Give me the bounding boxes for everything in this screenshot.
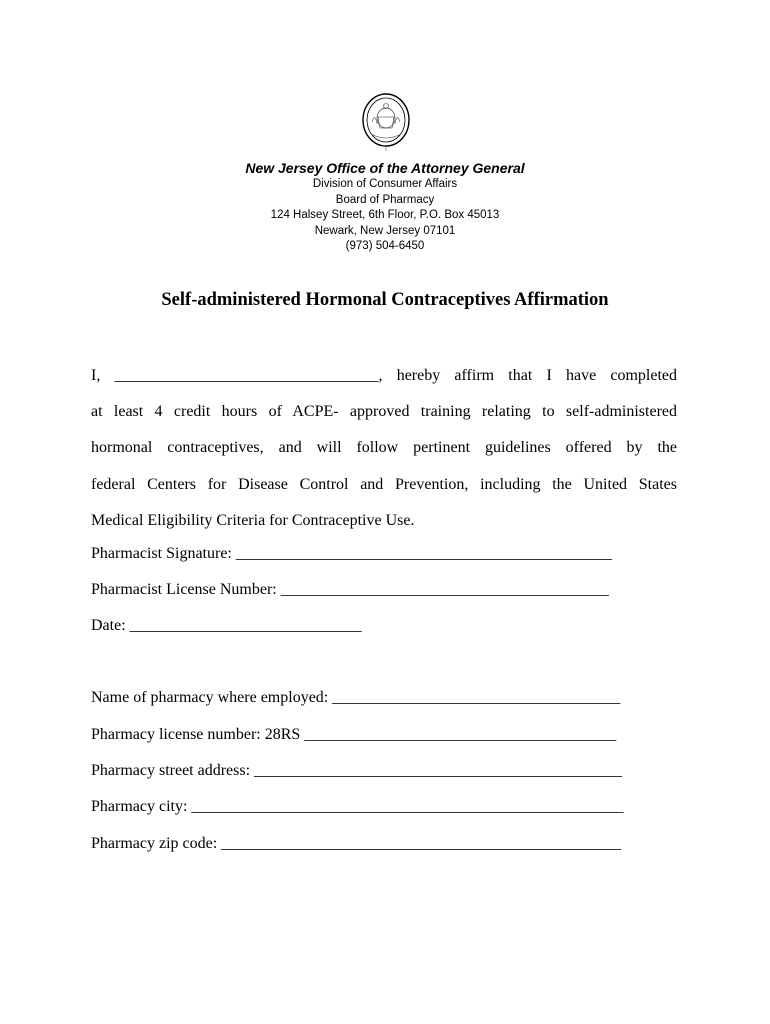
division-name: Division of Consumer Affairs bbox=[312, 178, 458, 190]
pharmacy-name-field[interactable]: Name of pharmacy where employed: ____________________________________ bbox=[91, 689, 621, 706]
pharmacist-license-field[interactable]: Pharmacist License Number: _________________________________________ bbox=[91, 581, 609, 598]
state-seal-logo bbox=[361, 92, 411, 152]
affirmation-line: hormonal contraceptives, and will follow pertinent guidelines offered by the bbox=[91, 439, 677, 457]
document-title: Self-administered Hormonal Contraceptives Affirmation bbox=[161, 290, 609, 310]
pharmacy-city-field[interactable]: Pharmacy city: ______________________________________________________ bbox=[91, 798, 624, 815]
affirmation-line: I, _________________________________, hereby affirm that I have completed bbox=[91, 367, 677, 384]
city-address: Newark, New Jersey 07101 bbox=[314, 224, 456, 237]
pharmacy-zip-field[interactable]: Pharmacy zip code: __________________________________________________ bbox=[91, 835, 622, 852]
board-name: Board of Pharmacy bbox=[335, 193, 435, 206]
street-address: 124 Halsey Street, 6th Floor, P.O. Box 45013 bbox=[270, 209, 500, 221]
affirmation-line: at least 4 credit hours of ACPE- approved training relating to self-administered bbox=[91, 403, 677, 421]
letterhead bbox=[0, 159, 770, 255]
affirmation-line: Medical Eligibility Criteria for Contraceptive Use. bbox=[91, 511, 415, 529]
pharmacist-signature-field[interactable]: Pharmacist Signature: _______________________________________________ bbox=[91, 545, 612, 562]
affirmation-line: federal Centers for Disease Control and Prevention, including the United States bbox=[91, 475, 677, 493]
phone-number: (973) 504-6450 bbox=[345, 240, 425, 252]
date-field[interactable]: Date: _____________________________ bbox=[91, 617, 362, 634]
pharmacy-license-field[interactable]: Pharmacy license number: 28RS _______________________________________ bbox=[91, 726, 617, 743]
agency-name: New Jersey Office of the Attorney General bbox=[245, 160, 525, 176]
pharmacy-street-field[interactable]: Pharmacy street address: ______________________________________________ bbox=[91, 762, 623, 779]
affirmation-paragraph bbox=[91, 358, 677, 539]
